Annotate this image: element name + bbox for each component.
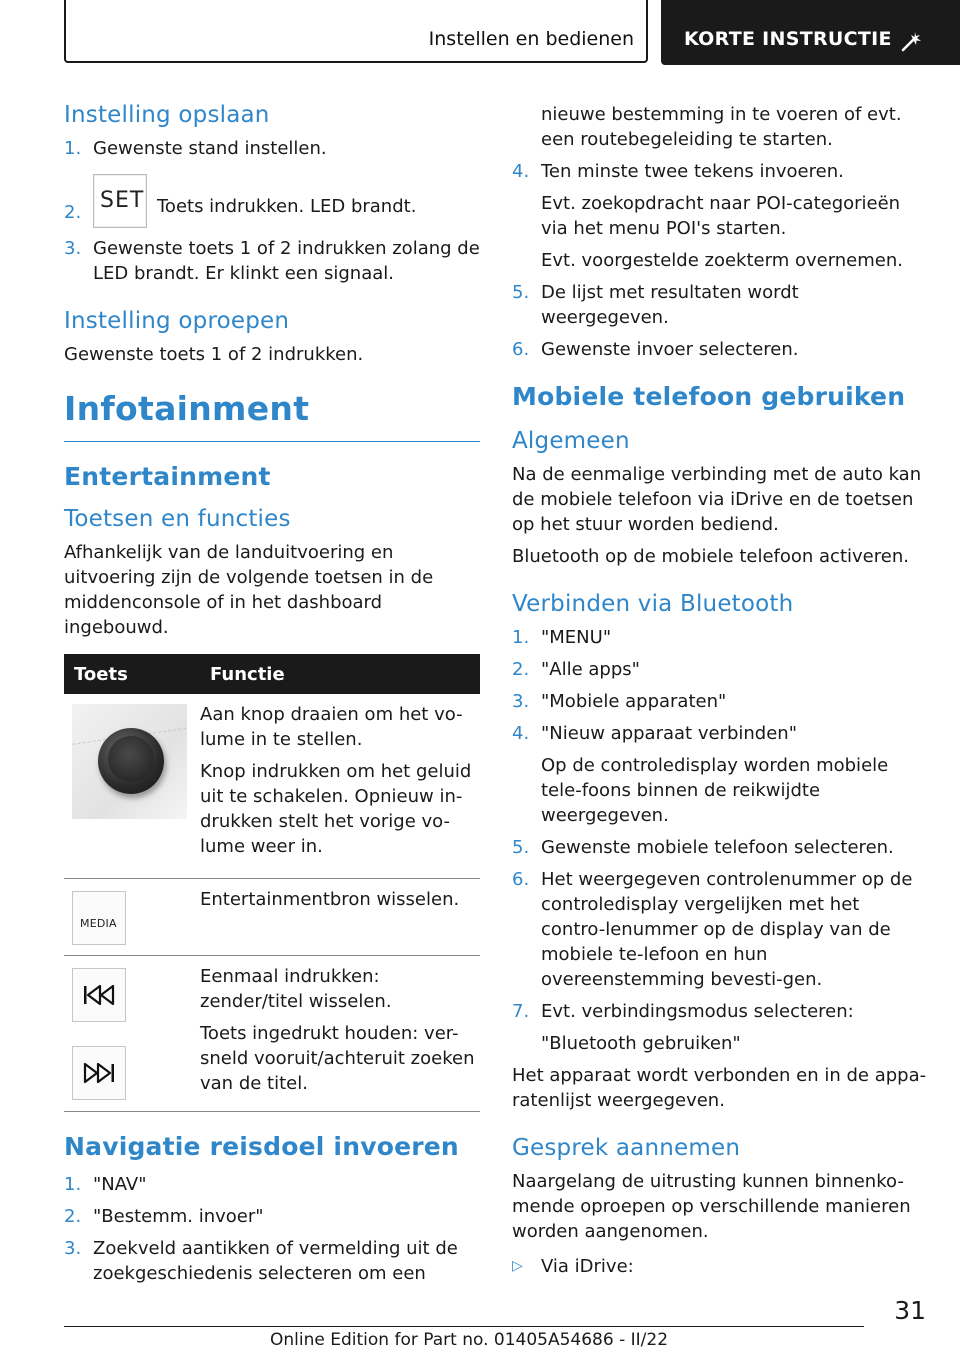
- bluetooth-steps: [512, 625, 928, 1056]
- list-item: 1. Gewenste stand instellen.: [64, 138, 327, 159]
- heading-phone: Mobiele telefoon gebruiken: [512, 382, 906, 411]
- nav-steps-cont: [512, 159, 928, 362]
- left-column: [64, 100, 480, 1293]
- list-item: 3. "Mobiele apparaten": [512, 691, 727, 712]
- bluetooth-result: Het apparaat wordt verbonden en in de appa-ratenlijst weergegeven.: [512, 1065, 927, 1111]
- list-item: 5. Gewenste mobiele telefoon selecteren.: [512, 837, 894, 858]
- recall-text: Gewenste toets 1 of 2 indrukken.: [64, 344, 364, 365]
- answer-call-text: Naargelang de uitrusting kunnen binnenko-mende oproepen op verschillende manieren worden aangenomen.: [512, 1171, 911, 1242]
- table-header-function: Functie: [200, 654, 480, 694]
- table-cell: Toets ingedrukt houden: ver-sneld vooruit/achteruit zoeken van de titel.: [200, 1023, 475, 1094]
- answer-call-list: [512, 1254, 928, 1279]
- general-text: Na de eenmalige verbinding met de auto kan de mobiele telefoon via iDrive en de toetsen op het stuur worden bediend.: [512, 464, 922, 535]
- volume-knob-icon: [72, 704, 187, 819]
- page-number: 31: [894, 1296, 926, 1325]
- set-key-icon: SET: [93, 174, 147, 228]
- list-item: 4. "Nieuw apparaat verbinden" Op de controledisplay worden mobiele tele-foons binnen de reikwijdte weergegeven.: [512, 723, 889, 826]
- nav-steps: [64, 1172, 480, 1286]
- table-cell: Entertainmentbron wisselen.: [200, 889, 460, 910]
- heading-nav: Navigatie reisdoel invoeren: [64, 1132, 459, 1161]
- list-item: ▷ Via iDrive:: [512, 1256, 634, 1277]
- table-row: [64, 956, 480, 1112]
- header-badge-label: KORTE INSTRUCTIE: [684, 28, 892, 50]
- list-item: 6. Gewenste invoer selecteren.: [512, 339, 799, 360]
- list-item: 2. SET Toets indrukken. LED brandt.: [64, 174, 480, 228]
- table-row: [64, 694, 480, 879]
- heading-general: Algemeen: [512, 428, 630, 454]
- skip-back-icon: [72, 968, 126, 1022]
- heading-keys: Toetsen en functies: [64, 506, 291, 532]
- heading-entertainment: Entertainment: [64, 462, 271, 491]
- triangle-bullet-icon: ▷: [512, 1258, 523, 1274]
- table-cell: Knop indrukken om het geluid uit te schakelen. Opnieuw in-drukken stelt het vorige vo-lume weer in.: [200, 761, 472, 857]
- list-item: 5. De lijst met resultaten wordt weergegeven.: [512, 282, 799, 328]
- skip-forward-icon: [72, 1046, 126, 1100]
- table-row: [64, 879, 480, 956]
- right-column: [512, 102, 928, 1279]
- list-item: 7. Evt. verbindingsmodus selecteren: "Bluetooth gebruiken": [512, 1001, 854, 1054]
- edition-text: Online Edition for Part no. 01405A54686 - II/22: [270, 1330, 669, 1350]
- bluetooth-activate-text: Bluetooth op de mobiele telefoon activeren.: [512, 546, 909, 567]
- sparkle-icon: [901, 30, 923, 57]
- list-item: 3. Gewenste toets 1 of 2 indrukken zolang de LED brandt. Er klinkt een signaal.: [64, 238, 480, 284]
- list-item: 6. Het weergegeven controlenummer op de controledisplay vergelijken met het contro-lenummer op de display van de mobiele te-lefoon en hun overeenstemming bevesti-gen.: [512, 869, 913, 990]
- heading-save: Instelling opslaan: [64, 102, 270, 128]
- table-cell: Eenmaal indrukken: zender/titel wisselen.: [200, 966, 392, 1012]
- list-item: 1. "MENU": [512, 627, 612, 648]
- media-key-icon: MEDIA: [72, 891, 126, 945]
- section-divider: [64, 441, 480, 442]
- keys-table: [64, 654, 480, 1112]
- table-cell: Aan knop draaien om het vo-lume in te stellen.: [200, 704, 463, 750]
- list-item: 2. "Alle apps": [512, 659, 640, 680]
- nav-continuation: nieuwe bestemming in te voeren of evt. een routebegeleiding te starten.: [541, 104, 902, 150]
- list-item: 1. "NAV": [64, 1174, 147, 1195]
- keys-intro: Afhankelijk van de landuitvoering en uitvoering zijn de volgende toetsen in de middenconsole of in het dashboard ingebouwd.: [64, 542, 434, 638]
- table-header-key: Toets: [64, 654, 200, 694]
- heading-bluetooth: Verbinden via Bluetooth: [512, 591, 794, 617]
- heading-answer-call: Gesprek aannemen: [512, 1135, 741, 1161]
- footer-divider: [64, 1326, 864, 1327]
- header-badge: [661, 0, 960, 65]
- heading-infotainment: Infotainment: [64, 389, 310, 428]
- save-steps: [64, 136, 480, 286]
- list-item: 2. "Bestemm. invoer": [64, 1206, 264, 1227]
- list-item: 4. Ten minste twee tekens invoeren. Evt. zoekopdracht naar POI-categorieën via het menu POI's starten. Evt. voorgestelde zoekterm overnemen.: [512, 161, 903, 271]
- header-section-title: Instellen en bedienen: [428, 28, 634, 50]
- list-item: 3. Zoekveld aantikken of vermelding uit de zoekgeschiedenis selecteren om een: [64, 1238, 458, 1284]
- heading-recall: Instelling oproepen: [64, 308, 290, 334]
